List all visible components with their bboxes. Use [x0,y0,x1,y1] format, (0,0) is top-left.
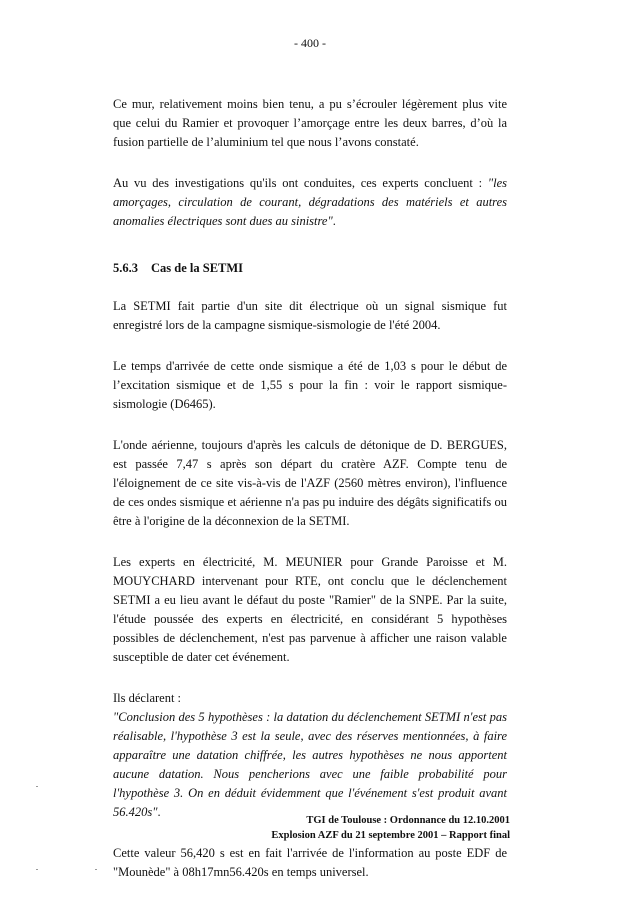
footer-line-court: TGI de Toulouse : Ordonnance du 12.10.2001 [306,815,510,826]
section-title: Cas de la SETMI [151,261,244,275]
page-footer [271,813,510,843]
paragraph-air-wave: L'onde aérienne, toujours d'après les calculs de détonique de D. BERGUES, est passée 7,47 s après son départ du cratère AZF. Compte tenu de l'éloignement de ce site vis-à-vis de l'AZF (2560 mètres environ), l'influence de ces ondes sismique et aérienne n'a pas pu induire des dégâts significatifs ou être à l'origine de la déconnexion de la SETMI. [113,438,507,528]
scan-speck [36,869,38,870]
scan-speck [95,869,97,870]
paragraph-setmi-site: La SETMI fait partie d'un site dit électrique où un signal sismique fut enregistré lors de la campagne sismique-sismologie de l'été 2004. [113,299,507,332]
paragraph-experts-conclusion [113,174,507,231]
declaration-lead: Ils déclarent : [113,691,182,705]
declaration-quote: "Conclusion des 5 hypothèses : la datation du déclenchement SETMI n'est pas réalisable, l'hypothèse 3 est la seule, avec des réserves mentionnées, à faire apparaître une datation chiffrée, les autres hypothèses ne nous apportent aucune datation. Nous pencherions avec une faible probabilité pour l'hypothèse 3. On en déduit évidemment que l'événement s'est produit avant 56.420s" [113,710,507,819]
paragraph-wall-collapse: Ce mur, relativement moins bien tenu, a pu s’écrouler légèrement plus vite que celui du Ramier et provoquer l’amorçage entre les deux barres, d’où la fusion partielle de l’aluminium tel que nous l’avons constaté. [113,97,507,149]
document-body [113,95,507,901]
paragraph-lead: Au vu des investigations qu'ils ont conduites, ces experts concluent : [113,176,488,190]
paragraph-mounede-value: Cette valeur 56,420 s est en fait l'arrivée de l'information au poste EDF de "Mounède" à 08h17mn56.420s en temps universel. [113,846,507,879]
paragraph-electrical-experts: Les experts en électricité, M. MEUNIER pour Grande Paroisse et M. MOUYCHARD intervenant pour RTE, ont conclu que le déclenchement SETMI a eu lieu avant le défaut du poste "Ramier" de la SNPE. Par la suite, l'étude poussée des experts en électricité, en considérant 5 hypothèses possibles de déclenchement, n'est pas parvenue à afficher une raison valable susceptible de dater cet événement. [113,555,507,664]
paragraph-end: . [332,214,336,228]
section-heading [113,259,507,278]
paragraph-end: . [157,805,161,819]
paragraph-declaration [113,689,507,822]
scan-speck [36,786,38,787]
section-number: 5.6.3 [113,261,138,275]
page-number: - 400 - [294,36,326,50]
footer-line-report: Explosion AZF du 21 septembre 2001 – Rapport final [271,830,510,841]
experts-quote: "les amorçages, circulation de courant, dégradations des matériels et autres anomalies électriques sont dues au sinistre" [113,176,507,228]
paragraph-seismic-arrival: Le temps d'arrivée de cette onde sismique a été de 1,03 s pour le début de l’excitation sismique et de 1,55 s pour la fin : voir le rapport sismique-sismologie (D6465). [113,359,507,411]
